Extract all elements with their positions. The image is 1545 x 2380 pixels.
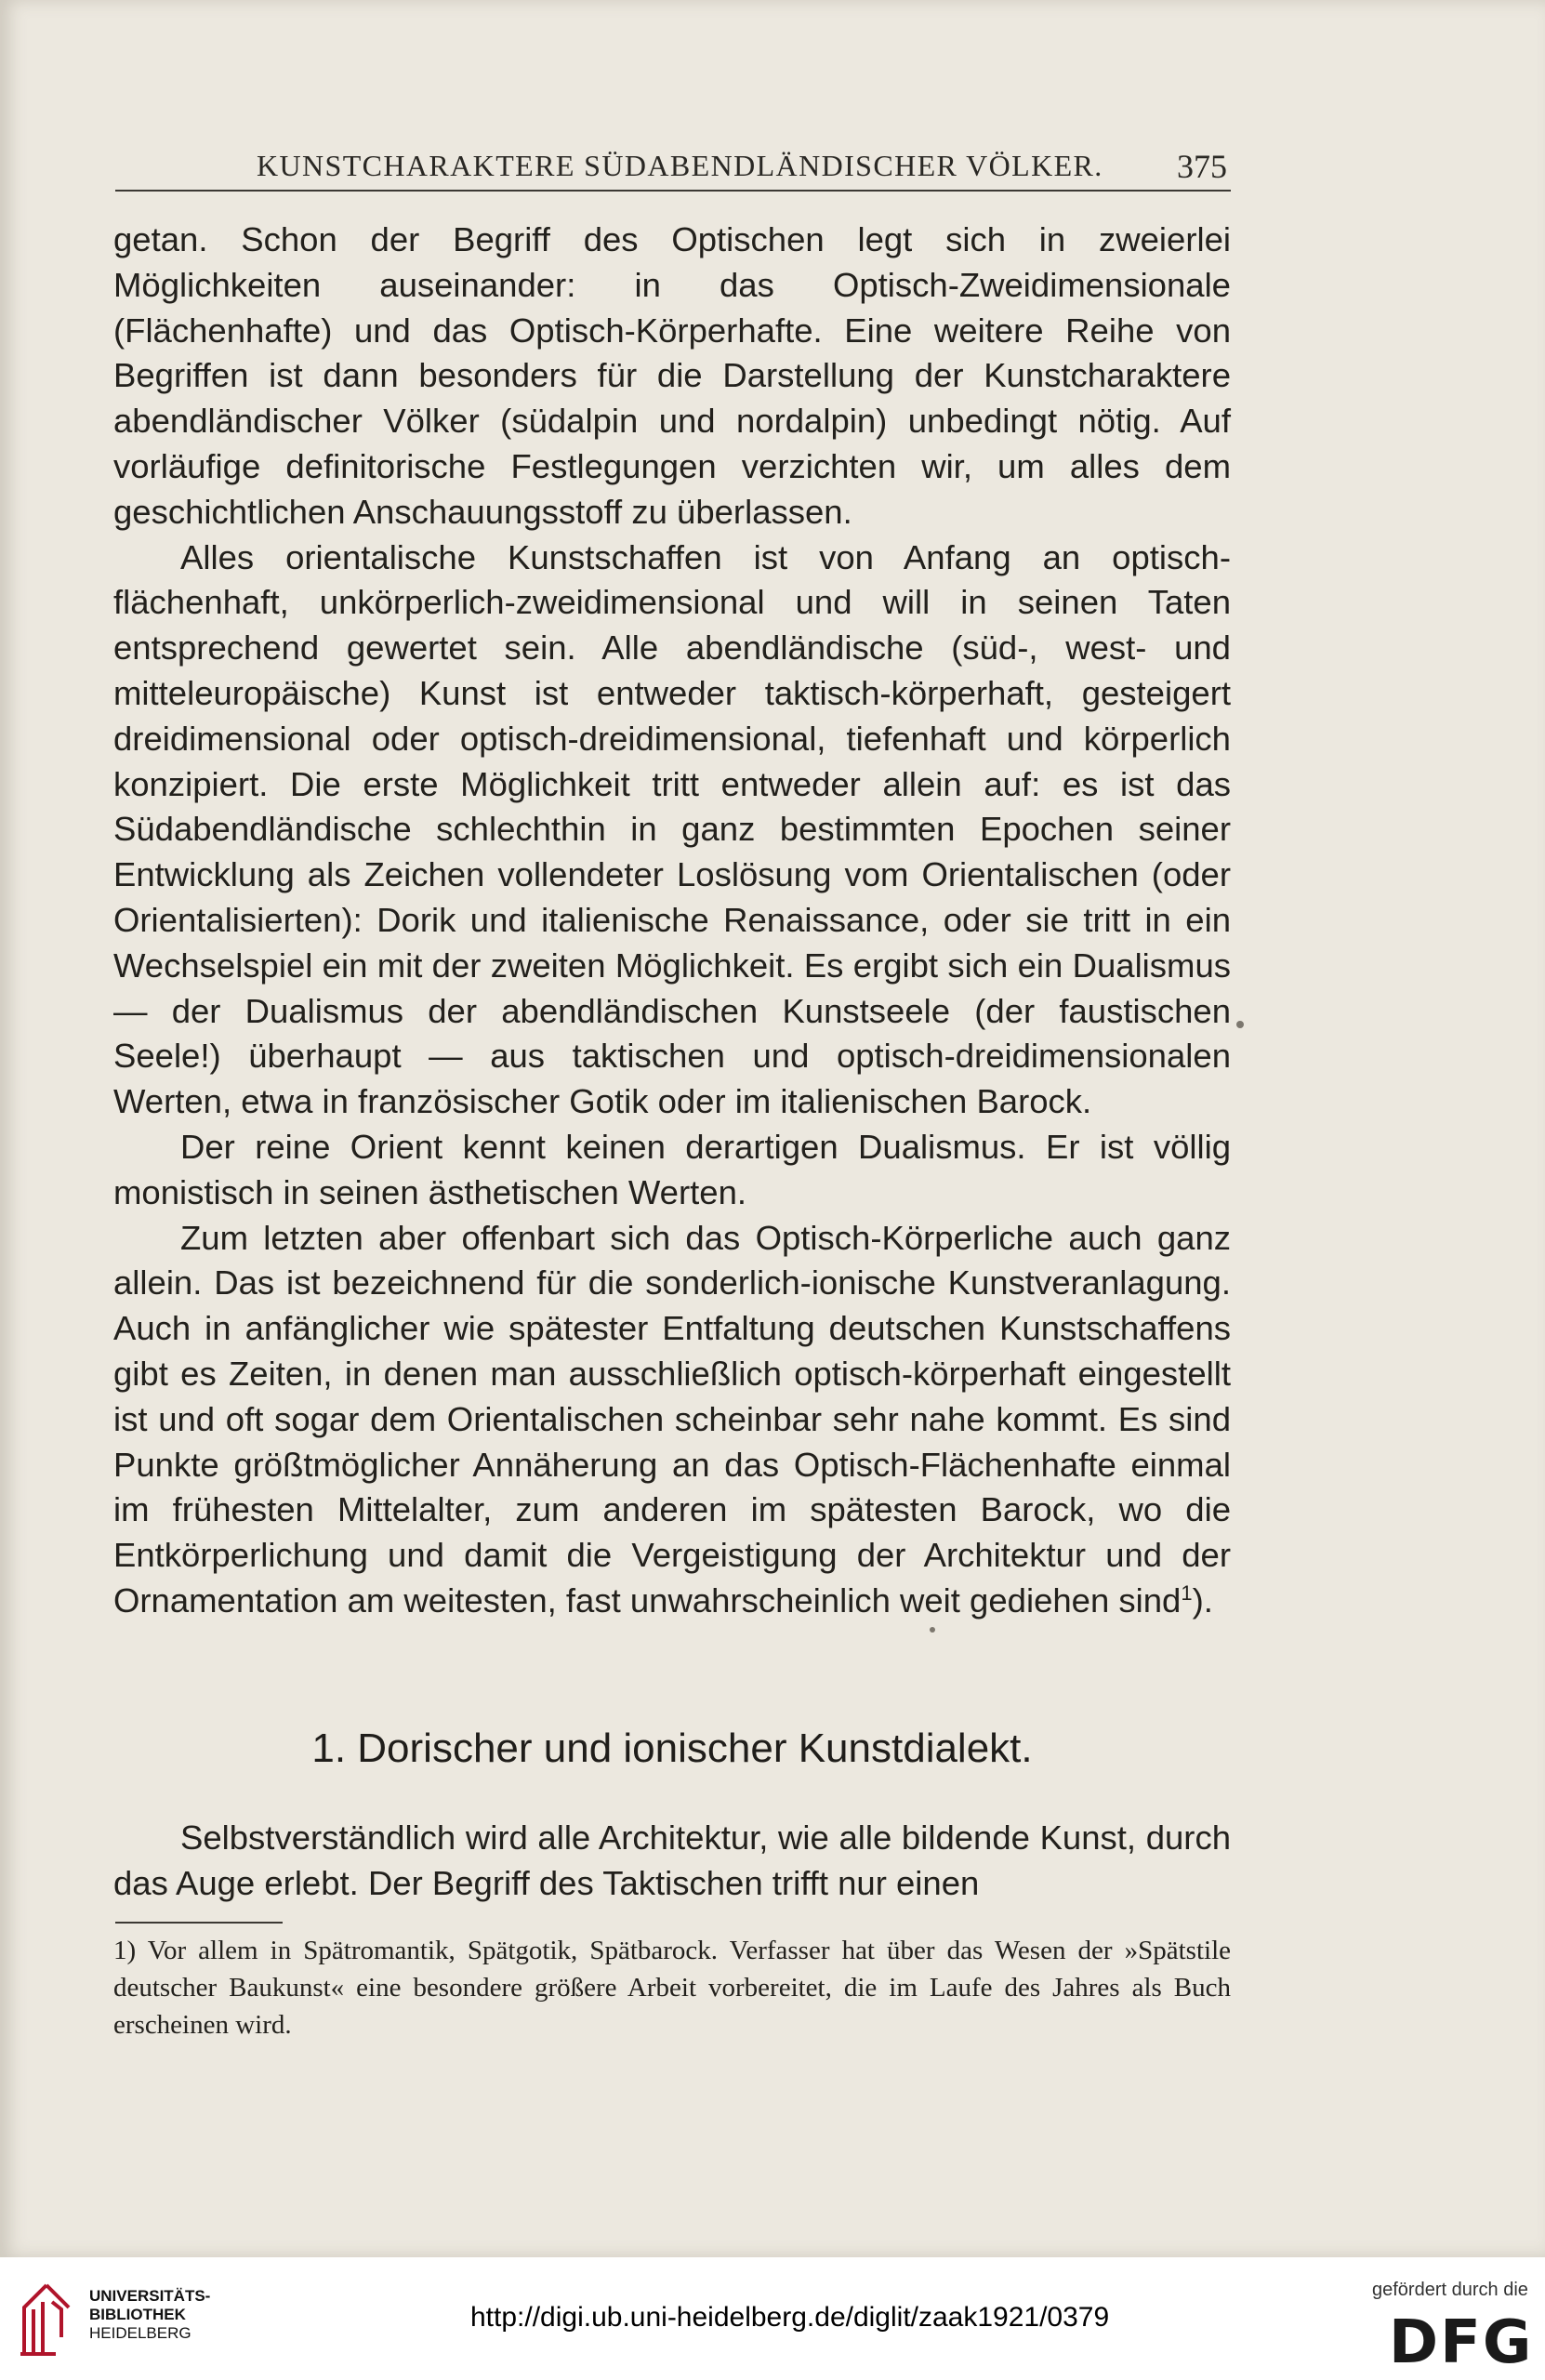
source-url-link[interactable]: http://digi.ub.uni-heidelberg.de/diglit/zaak1921/0379 (470, 2302, 1110, 2333)
paragraph (113, 1216, 1231, 1624)
paragraph: getan. Schon der Begriff des Optischen legt sich in zweierlei Möglichkeiten auseinander: in das Optisch-Zweidimensionale (Flächenhafte) und das Optisch-Körperhafte. Eine weitere Reihe von Begriffen ist dann besonders für die Darstellung der Kunstcharaktere abendländischer Völker (südalpin und nordalpin) unbedingt nötig. Auf vorläufige definitorische Festlegungen verzichten wir, um alles dem geschichtlichen Anschauungsstoff zu überlassen. (113, 220, 1231, 531)
library-name-line: UNIVERSITÄTS- (89, 2287, 211, 2305)
library-name-line: HEIDELBERG (89, 2324, 191, 2342)
page-header (115, 141, 1231, 192)
section-text (113, 1815, 1231, 1906)
library-name (89, 2287, 210, 2343)
paragraph-end: ). (1192, 1580, 1213, 1620)
section-heading: 1. Dorischer und ionischer Kunstdialekt. (311, 1726, 1033, 1771)
footnote-reference[interactable]: 1 (1181, 1580, 1193, 1605)
paragraph: Selbstverständlich wird alle Architektur, wie alle bildende Kunst, durch das Auge erlebt. Der Begriff des Taktischen trifft nur einen (113, 1818, 1231, 1902)
paragraph: Alles orientalische Kunstschaffen ist von Anfang an optisch-flächenhaft, unkörperlich-zweidimensional und will in seinen Taten entsprechend gewertet sein. Alle abendländische (süd-, west- und mitteleuropäische) Kunst ist entweder taktisch-körperhaft, gesteigert dreidimensional oder optisch-dreidimensional, tiefenhaft und körperlich konzipiert. Die erste Möglichkeit tritt entweder allein auf: es ist das Südabendländische schlechthin in ganz bestimmten Epochen seiner Entwicklung als Zeichen vollendeter Loslösung vom Orientalischen (oder Orientalisierten): Dorik und italienische Renaissance, oder sie tritt in ein Wechselspiel ein mit der zweiten Möglichkeit. Es ergibt sich ein Dualismus — der Dualismus der abendländischen Kunstseele (der faustischen Seele!) überhaupt — aus taktischen und optisch-dreidimensionalen Werten, etwa in französischer Gotik oder im italienischen Barock. (113, 537, 1231, 1121)
footnote-marker: 1) (113, 1936, 137, 1965)
sponsor-caption: gefördert durch die (1372, 2280, 1528, 2300)
footnote (113, 1932, 1231, 2043)
dfg-logo[interactable]: DFG (1389, 2308, 1534, 2377)
print-speck (1236, 1021, 1244, 1028)
paragraph-text: Zum letzten aber offenbart sich das Optisch-Körperliche auch ganz allein. Das ist bezeichnend für die sonderlich-ionische Kunstveranlagung. Auch in anfänglicher wie spätester Entfaltung deutschen Kunstschaffens gibt es Zeiten, in denen man ausschließlich optisch-körperhaft eingestellt ist und oft sogar dem Orientalischen scheinbar sehr nahe kommt. Es sind Punkte größtmöglicher Annäherung an das Optisch-Flächenhafte einmal im frühesten Mittelalter, zum anderen im spätesten Barock, wo die Entkörperlichung und damit die Vergeistigung der Architektur und der Ornamentation am weitesten, fast unwahrscheinlich weit gediehen sind (113, 1218, 1231, 1620)
page-number: 375 (1177, 148, 1227, 185)
digitization-footer (0, 2257, 1545, 2380)
footnote-paragraph (113, 1932, 1231, 2043)
print-speck (930, 1627, 935, 1633)
library-name-line: BIBLIOTHEK (89, 2306, 186, 2323)
running-title: KUNSTCHARAKTERE SÜDABENDLÄNDISCHER VÖLKER. (257, 149, 1103, 182)
paragraph: Der reine Orient kennt keinen derartigen Dualismus. Er ist völlig monistisch in seinen ästhetischen Werten. (113, 1127, 1231, 1211)
footnote-text: Vor allem in Spätromantik, Spätgotik, Spätbarock. Verfasser hat über das Wesen der »Spätstile deutscher Baukunst« eine besondere größere Arbeit vorbereitet, die im Laufe des Jahres als Buch erscheinen wird. (113, 1936, 1232, 2040)
university-library-logo-icon[interactable] (19, 2281, 74, 2356)
footnote-divider (115, 1922, 283, 1924)
body-text (113, 218, 1231, 1624)
